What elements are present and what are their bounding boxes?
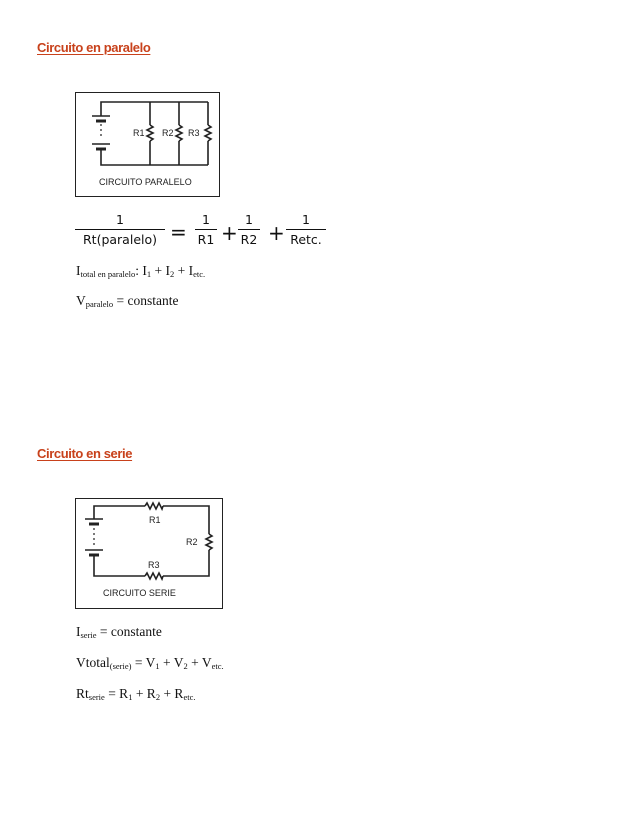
series-circuit-svg <box>76 499 222 608</box>
series-figure-caption: CIRCUITO SERIE <box>103 588 176 598</box>
voltage-subscript: paralelo <box>85 299 114 309</box>
resistance-plus-2: + R <box>160 686 184 701</box>
resistor-labels <box>148 515 198 570</box>
series-current-line <box>76 624 162 640</box>
formula-plus-1: + <box>221 221 238 245</box>
formula-term-r2 <box>238 212 260 248</box>
current-rest: = constante <box>96 624 162 639</box>
current-sub-etc: etc. <box>193 269 206 279</box>
current-plus-1: + I <box>151 263 170 278</box>
voltage-plus-1: + V <box>159 655 184 670</box>
voltage-plus-2: + V <box>187 655 212 670</box>
series-resistance-line <box>76 686 195 702</box>
formula-term-retc-denominator: Retc. <box>290 232 322 247</box>
resistor-label-r3: R3 <box>188 128 200 138</box>
battery-icon <box>85 519 103 559</box>
voltage-symbol: Vtotal <box>76 655 110 670</box>
parallel-voltage-line <box>76 293 178 309</box>
resistor-label-r3: R3 <box>148 560 160 570</box>
parallel-circuit-svg <box>76 93 219 196</box>
resistance-plus-1: + R <box>132 686 156 701</box>
resistance-sub-1: 1 <box>128 692 133 702</box>
resistor-label-r2: R2 <box>186 537 198 547</box>
current-symbol: I <box>76 624 81 639</box>
parallel-circuit-diagram <box>75 92 220 197</box>
series-circuit-diagram <box>75 498 223 609</box>
voltage-sub-1: 1 <box>155 661 160 671</box>
voltage-rest: = constante <box>113 293 179 308</box>
series-voltage-line <box>76 655 224 671</box>
voltage-sub-etc: etc. <box>211 661 224 671</box>
formula-lhs-fraction <box>75 212 165 248</box>
current-sub-1: 1 <box>146 269 152 279</box>
current-plus-2: + I <box>174 263 194 278</box>
voltage-sub-2: 2 <box>183 661 188 671</box>
resistance-rest: = R <box>104 686 129 701</box>
formula-plus-2: + <box>268 221 285 245</box>
formula-term-r2-numerator: 1 <box>245 212 253 227</box>
formula-term-retc-bar <box>286 229 326 230</box>
parallel-figure-caption: CIRCUITO PARALELO <box>99 177 192 187</box>
current-rest: : I <box>135 263 147 278</box>
formula-term-r1-bar <box>195 229 217 230</box>
resistor-label-r2: R2 <box>162 128 174 138</box>
formula-lhs-numerator: 1 <box>116 212 124 227</box>
formula-term-r1-numerator: 1 <box>202 212 210 227</box>
parallel-current-line <box>76 263 205 279</box>
formula-term-r2-bar <box>238 229 260 230</box>
parallel-heading: Circuito en paralelo <box>37 40 151 55</box>
resistor-label-r1: R1 <box>149 515 161 525</box>
resistance-symbol: Rt <box>76 686 89 701</box>
series-heading: Circuito en serie <box>37 446 133 461</box>
formula-lhs-denominator: Rt(paralelo) <box>82 232 158 247</box>
resistance-sub-etc: etc. <box>183 692 196 702</box>
battery-icon <box>92 116 110 149</box>
formula-term-r2-denominator: R2 <box>240 232 258 247</box>
voltage-symbol: V <box>76 293 86 308</box>
resistor-labels <box>133 128 200 138</box>
current-subscript: serie <box>80 630 97 640</box>
formula-term-retc <box>286 212 326 248</box>
current-symbol: I <box>76 263 81 278</box>
formula-equals: = <box>170 220 187 244</box>
current-sub-2: 2 <box>170 269 175 279</box>
formula-lhs-bar <box>75 229 165 230</box>
current-subscript: total en paralelo <box>80 269 136 279</box>
resistor-zigzags <box>147 125 211 141</box>
formula-term-retc-numerator: 1 <box>302 212 310 227</box>
resistor-label-r1: R1 <box>133 128 145 138</box>
resistance-sub-2: 2 <box>155 692 161 702</box>
voltage-subscript: (serie) <box>109 661 132 671</box>
formula-term-r1-denominator: R1 <box>197 232 215 247</box>
voltage-rest: = V <box>131 655 156 670</box>
formula-term-r1 <box>195 212 217 248</box>
resistance-subscript: serie <box>88 692 105 702</box>
